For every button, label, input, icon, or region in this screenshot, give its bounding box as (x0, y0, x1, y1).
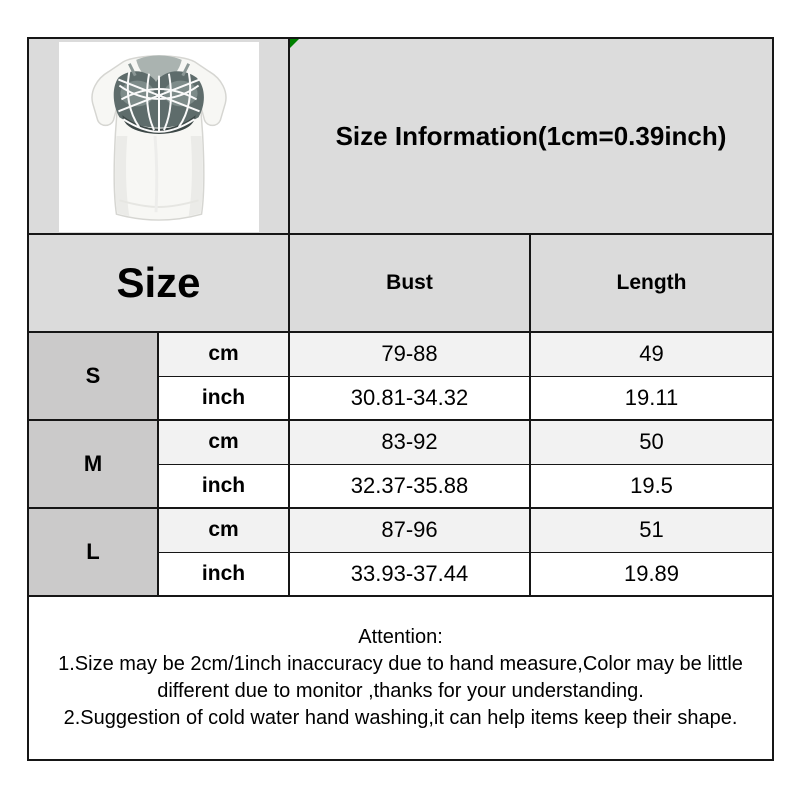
bust-value: 83-92 (289, 420, 530, 464)
size-s-cell: S (28, 332, 158, 420)
attention-line: 2.Suggestion of cold water hand washing,it can help items keep their shape. (63, 707, 738, 729)
top-row (28, 38, 773, 234)
product-photo (59, 42, 259, 232)
table-row-l-cm (28, 508, 773, 552)
length-value: 19.89 (530, 552, 773, 596)
unit-cell: cm (158, 508, 289, 552)
attention-line: Attention: (358, 626, 443, 648)
length-value: 50 (530, 420, 773, 464)
bust-value: 33.93-37.44 (289, 552, 530, 596)
unit-cell: inch (158, 552, 289, 596)
attention-line: 1.Size may be 2cm/1inch inaccuracy due to hand measure,Color may be little (58, 653, 743, 675)
attention-note (28, 596, 773, 760)
bust-value: 87-96 (289, 508, 530, 552)
table-row-s-cm (28, 332, 773, 376)
size-m-cell: M (28, 420, 158, 508)
table-row-m-cm (28, 420, 773, 464)
length-column-header: Length (530, 234, 773, 332)
attention-line: different due to monitor ,thanks for your understanding. (157, 680, 644, 702)
size-info-banner (289, 38, 773, 234)
header-row (28, 234, 773, 332)
product-photo-cell (28, 38, 289, 234)
unit-cell: inch (158, 376, 289, 420)
length-value: 49 (530, 332, 773, 376)
tshirt-graphic (59, 42, 259, 232)
length-value: 51 (530, 508, 773, 552)
attention-row (28, 596, 773, 760)
green-corner-marker-icon (290, 39, 299, 48)
size-table (27, 37, 774, 761)
unit-cell: cm (158, 420, 289, 464)
unit-cell: inch (158, 464, 289, 508)
unit-cell: cm (158, 332, 289, 376)
bust-value: 79-88 (289, 332, 530, 376)
bust-value: 30.81-34.32 (289, 376, 530, 420)
size-l-cell: L (28, 508, 158, 596)
size-column-header: Size (28, 234, 289, 332)
length-value: 19.11 (530, 376, 773, 420)
bust-value: 32.37-35.88 (289, 464, 530, 508)
banner-title: Size Information(1cm=0.39inch) (335, 120, 727, 151)
length-value: 19.5 (530, 464, 773, 508)
bust-column-header: Bust (289, 234, 530, 332)
